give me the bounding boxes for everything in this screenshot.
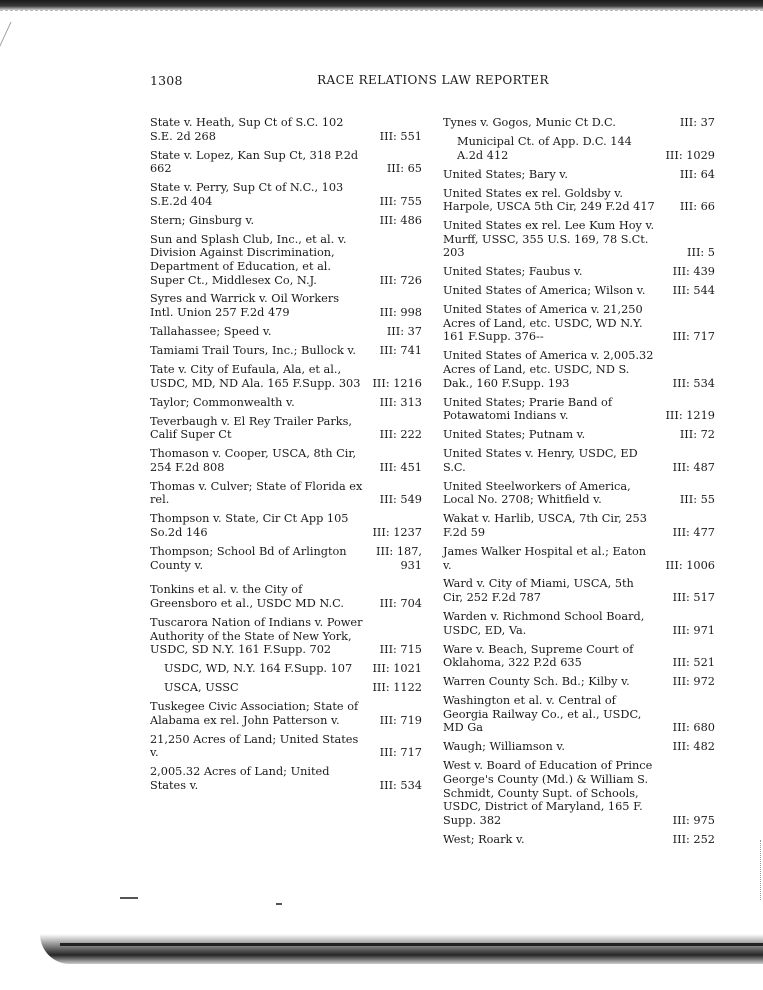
index-entry: Tallahassee; Speed v. III: 37 [150,325,422,339]
index-entry: 21,250 Acres of Land; United States v. III: 717 [150,732,422,760]
index-entry: United States; Bary v. III: 64 [443,167,715,181]
index-column-right [443,116,715,852]
index-entry: Warren County Sch. Bd.; Kilby v. III: 972 [443,675,715,689]
index-entry: United Steelworkers of America, Local No. 2708; Whitfield v. III: 55 [443,479,715,507]
index-subentry: Municipal Ct. of App. D.C. 144 A.2d 412 III: 1029 [457,134,715,162]
scan-top-edge [0,0,763,10]
index-entry: Ware v. Beach, Supreme Court of Oklahoma, 322 P.2d 635 III: 521 [443,642,715,670]
index-entry: Teverbaugh v. El Rey Trailer Parks, Calif Super Ct III: 222 [150,414,422,442]
index-entry: Tuskegee Civic Association; State of Alabama ex rel. John Patterson v. III: 719 [150,700,422,727]
index-entry: United States of America v. 21,250 Acres of Land, etc. USDC, WD N.Y. 161 F.Supp. 376-- III: 717 [443,303,715,344]
index-entry: United States of America v. 2,005.32 Acres of Land, etc. USDC, ND S. Dak., 160 F.Supp. 193 III: 534 [443,349,715,390]
index-entry: Tynes v. Gogos, Munic Ct D.C. III: 37 [443,116,715,129]
index-entry: 2,005.32 Acres of Land; United States v. III: 534 [150,765,422,792]
index-entry: United States ex rel. Lee Kum Hoy v. Murff, USSC, 355 U.S. 169, 78 S.Ct. 203 III: 5 [443,219,715,260]
index-entry: Tonkins et al. v. the City of Greensboro et al., USDC MD N.C. III: 704 [150,583,422,611]
index-entry: Syres and Warrick v. Oil Workers Intl. Union 257 F.2d 479 III: 998 [150,292,422,320]
index-entry: Tuscarora Nation of Indians v. Power Authority of the State of New York, USDC, SD N.Y. 161 F.Supp. 702 III: 715 [150,616,422,657]
index-entry: United States ex rel. Goldsby v. Harpole, USCA 5th Cir, 249 F.2d 417 III: 66 [443,186,715,214]
index-entry: Tate v. City of Eufaula, Ala, et al., USDC, MD, ND Ala. 165 F.Supp. 303 III: 1216 [150,363,422,390]
pencil-mark [0,22,34,50]
index-entry: Thomas v. Culver; State of Florida ex rel. III: 549 [150,479,422,507]
index-entry: Warden v. Richmond School Board, USDC, ED, Va. III: 971 [443,610,715,637]
index-entry: United States; Putnam v. III: 72 [443,428,715,442]
scan-edge-marks [756,840,761,900]
index-entry: Wakat v. Harlib, USCA, 7th Cir, 253 F.2d 59 III: 477 [443,512,715,539]
scan-bottom-edge [60,943,763,946]
index-entry: James Walker Hospital et al.; Eaton v. III: 1006 [443,544,715,572]
index-entry: State v. Lopez, Kan Sup Ct, 318 P.2d 662 III: 65 [150,148,422,176]
index-entry: United States of America; Wilson v. III: 544 [443,284,715,298]
page-header [150,73,716,91]
index-entry: Thompson; School Bd of Arlington County v. III: 187, 931 [150,544,422,572]
index-column-left [150,116,422,798]
index-entry: Sun and Splash Club, Inc., et al. v. Division Against Discrimination, Department of Education, et al. Super Ct., Middlesex Co, N.J. III: 726 [150,232,422,287]
index-entry: Taylor; Commonwealth v. III: 313 [150,395,422,409]
index-entry: Thomason v. Cooper, USCA, 8th Cir, 254 F.2d 808 III: 451 [150,447,422,474]
index-entry: United States; Prarie Band of Potawatomi Indians v. III: 1219 [443,395,715,423]
index-entry: State v. Heath, Sup Ct of S.C. 102 S.E. 2d 268 III: 551 [150,116,422,143]
scan-smudge [120,897,138,899]
index-entry: United States v. Henry, USDC, ED S.C. III: 487 [443,447,715,474]
index-entry: Washington et al. v. Central of Georgia Railway Co., et al., USDC, MD Ga III: 680 [443,694,715,735]
page-number: 1308 [150,73,183,88]
index-entry: West v. Board of Education of Prince George's County (Md.) & William S. Schmidt, County Supt. of Schools, USDC, District of Maryland, 165 F. Supp. 382 III: 975 [443,759,715,827]
scan-dashed-line [0,10,763,12]
index-entry: State v. Perry, Sup Ct of N.C., 103 S.E.2d 404 III: 755 [150,181,422,208]
scan-smudge [276,903,282,905]
index-entry: Stern; Ginsburg v. III: 486 [150,213,422,227]
index-entry: Ward v. City of Miami, USCA, 5th Cir, 252 F.2d 787 III: 517 [443,577,715,605]
scan-bottom-shadow [40,934,763,964]
index-entry: West; Roark v. III: 252 [443,832,715,846]
index-entry: Tamiami Trail Tours, Inc.; Bullock v. III: 741 [150,344,422,358]
index-entry: Thompson v. State, Cir Ct App 105 So.2d 146 III: 1237 [150,512,422,539]
index-entry: United States; Faubus v. III: 439 [443,265,715,279]
index-subentry: USCA, USSC III: 1122 [164,681,422,695]
running-title: RACE RELATIONS LAW REPORTER [317,73,549,87]
index-subentry: USDC, WD, N.Y. 164 F.Supp. 107 III: 1021 [164,662,422,676]
index-entry: Waugh; Williamson v. III: 482 [443,740,715,754]
